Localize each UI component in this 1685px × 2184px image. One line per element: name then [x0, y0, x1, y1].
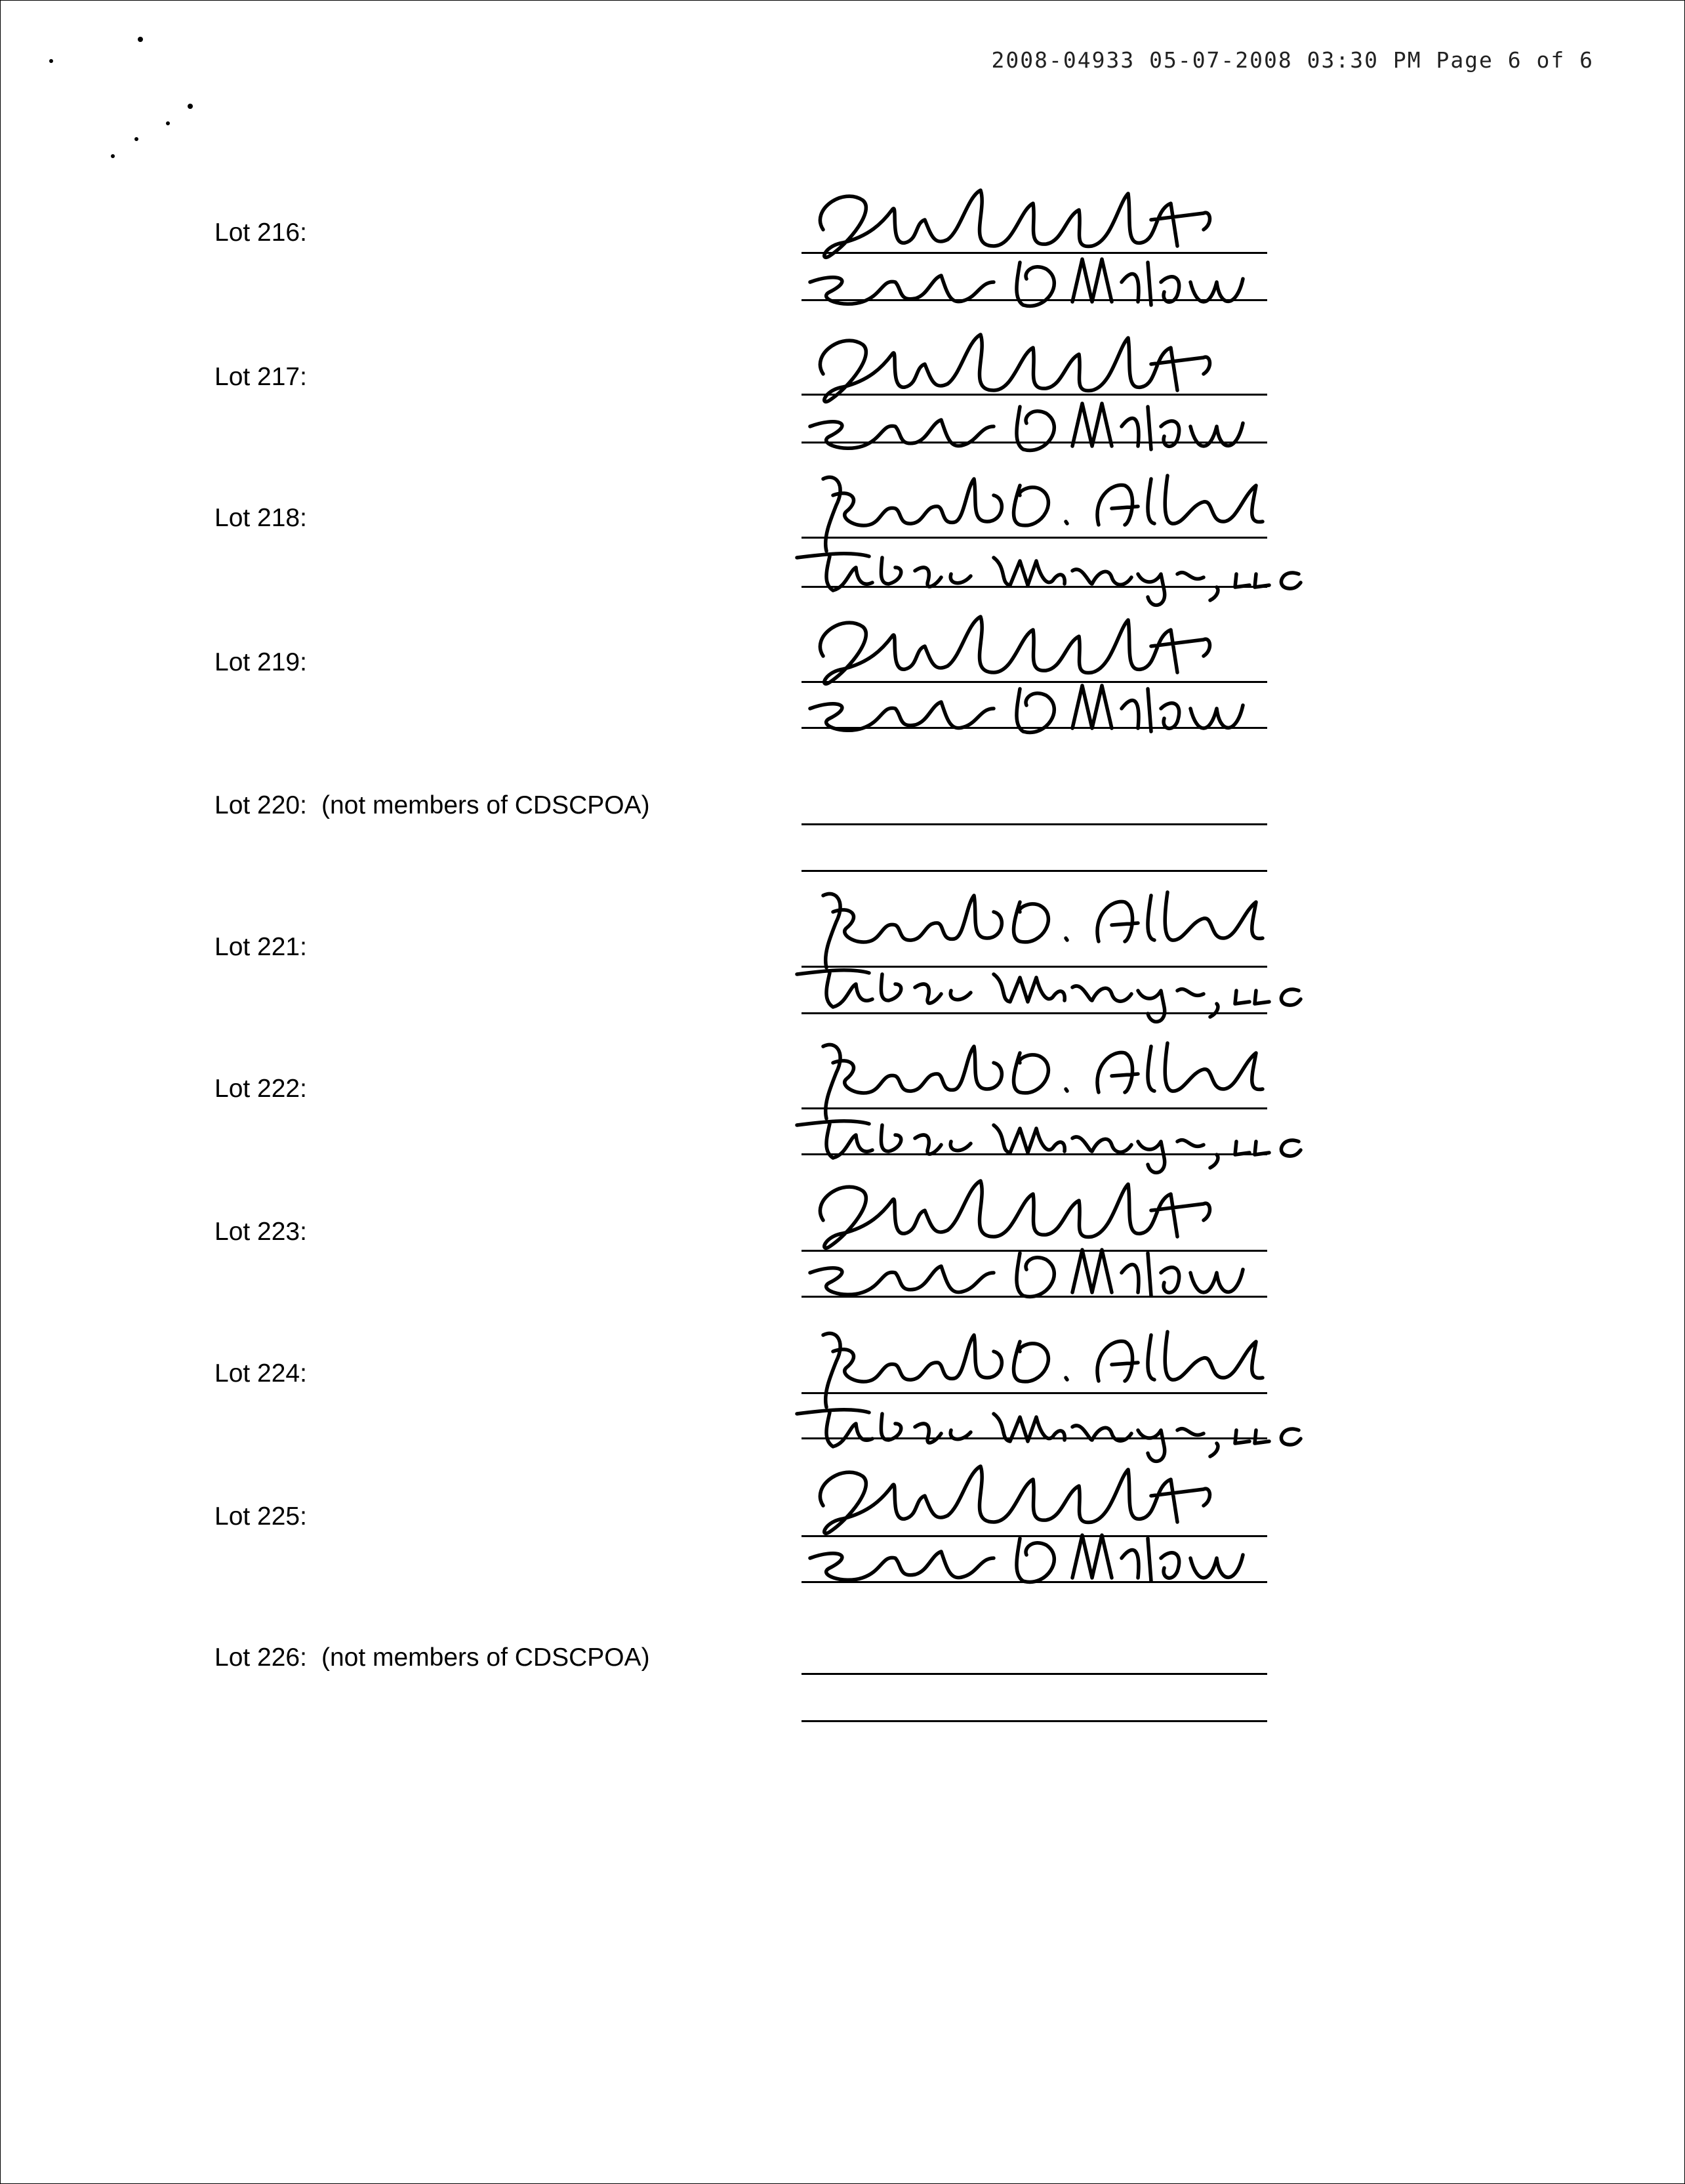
signature-line [802, 1673, 1267, 1675]
signature-ronald-tubac [784, 1027, 1309, 1178]
fax-header-stamp: 2008-04933 05-07-2008 03:30 PM Page 6 of 6 [991, 47, 1594, 73]
lot-label: Lot 219: [214, 648, 307, 676]
scan-specks [0, 0, 262, 197]
signature-gale-sandra [784, 1174, 1309, 1325]
lot-note: (not members of CDSCPOA) [321, 1643, 650, 1672]
lot-label: Lot 217: [214, 363, 307, 391]
lot-label: Lot 224: [214, 1359, 307, 1388]
signature-gale-sandra [784, 184, 1309, 335]
signature-ronald-tubac [784, 876, 1309, 1027]
lot-note: (not members of CDSCPOA) [321, 791, 650, 819]
signature-ronald-tubac [784, 459, 1309, 610]
lot-number: Lot 226: [214, 1643, 307, 1672]
lot-label: Lot 223: [214, 1218, 307, 1246]
lot-label [214, 791, 650, 820]
lot-number: Lot 220: [214, 791, 307, 819]
lot-label: Lot 222: [214, 1075, 307, 1103]
lot-label: Lot 221: [214, 933, 307, 961]
signature-ronald-tubac [784, 1315, 1309, 1466]
signature-line [802, 823, 1267, 825]
lot-label [214, 1643, 650, 1672]
signature-gale-sandra [784, 328, 1309, 479]
signature-line [802, 1720, 1267, 1722]
lot-label: Lot 225: [214, 1502, 307, 1531]
lot-label: Lot 218: [214, 504, 307, 532]
signature-line [802, 870, 1267, 872]
signature-gale-sandra [784, 1460, 1309, 1611]
lot-label: Lot 216: [214, 218, 307, 247]
signature-gale-sandra [784, 610, 1309, 761]
